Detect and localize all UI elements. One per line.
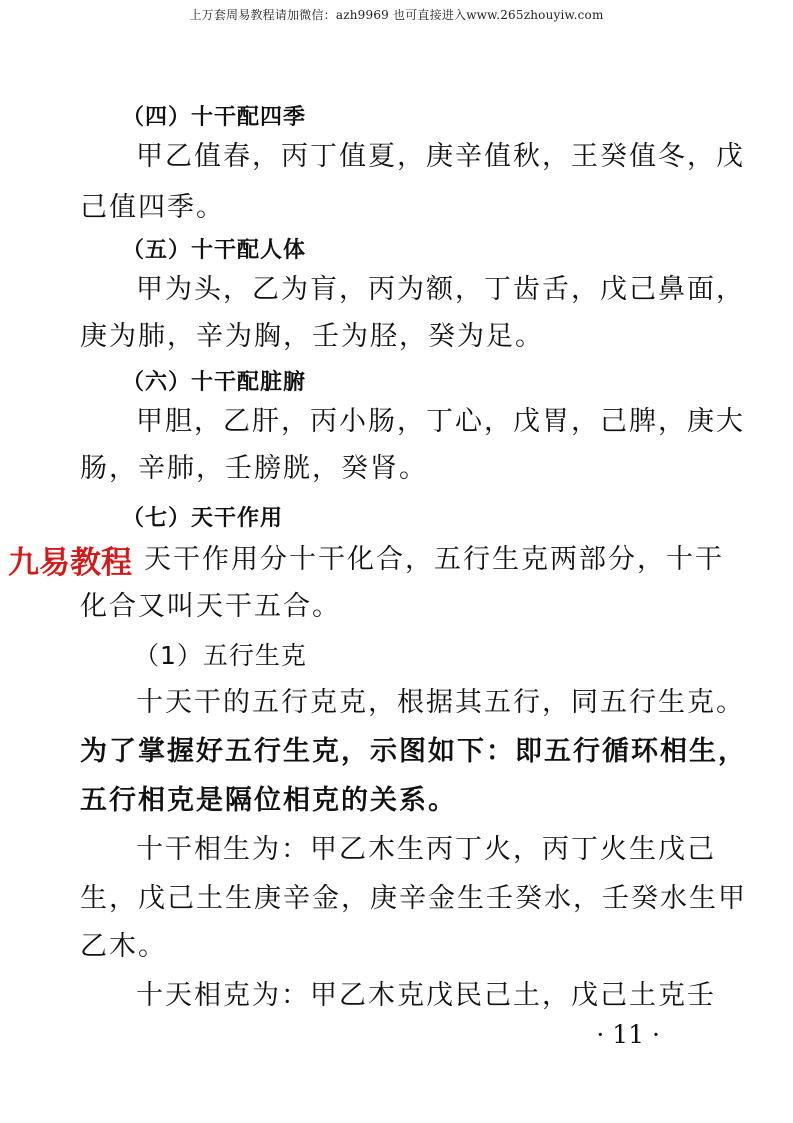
paragraph-line: 为了掌握好五行生克，示图如下：即五行循环相生， (80, 736, 747, 767)
paragraph-line: 肠，辛肺，壬膀胱，癸肾。 (80, 453, 428, 484)
paragraph-line: 庚为肺，辛为胸，壬为胫，癸为足。 (80, 321, 544, 352)
paragraph-line: 乙木。 (80, 931, 167, 962)
heading-ten-stems-body: （五）十干配人体 (122, 238, 307, 263)
paragraph-line: 十天干的五行克克，根据其五行，同五行生克。 (136, 687, 745, 718)
subheading-five-elements: （1）五行生克 (134, 641, 307, 670)
heading-heavenly-stems-function: （七）天干作用 (122, 506, 284, 531)
header-note: 上万套周易教程请加微信：azh9969 也可直接进入www.265zhouyiw.com (189, 8, 604, 22)
paragraph-line: 化合又叫天干五合。 (80, 591, 341, 622)
paragraph-line: 五行相克是隔位相克的关系。 (80, 785, 457, 816)
paragraph-line: 天干作用分十干化合，五行生克两部分，十干 (144, 544, 724, 575)
paragraph-line: 甲为头，乙为肓，丙为额，丁齿舌，戊己鼻面， (136, 274, 745, 305)
page-number: · 11 · (596, 1020, 660, 1049)
paragraph-line: 生，戊己土生庚辛金，庚辛金生壬癸水，壬癸水生甲 (80, 883, 747, 914)
paragraph-line: 甲胆，乙肝，丙小肠，丁心，戊胃，己脾，庚大 (136, 406, 745, 437)
watermark-logo: 九易教程 (8, 545, 132, 581)
heading-ten-stems-organs: （六）十干配脏腑 (122, 370, 307, 395)
paragraph-line: 甲乙值春，丙丁值夏，庚辛值秋，王癸值冬，戊 (136, 141, 745, 172)
paragraph-line: 十干相生为：甲乙木生丙丁火，丙丁火生戊己 (136, 834, 716, 865)
paragraph-line: 己值四季。 (80, 192, 225, 223)
heading-ten-stems-seasons: （四）十干配四季 (122, 105, 307, 130)
paragraph-line: 十天相克为：甲乙木克戊民己土，戊己土克壬 (136, 980, 716, 1011)
